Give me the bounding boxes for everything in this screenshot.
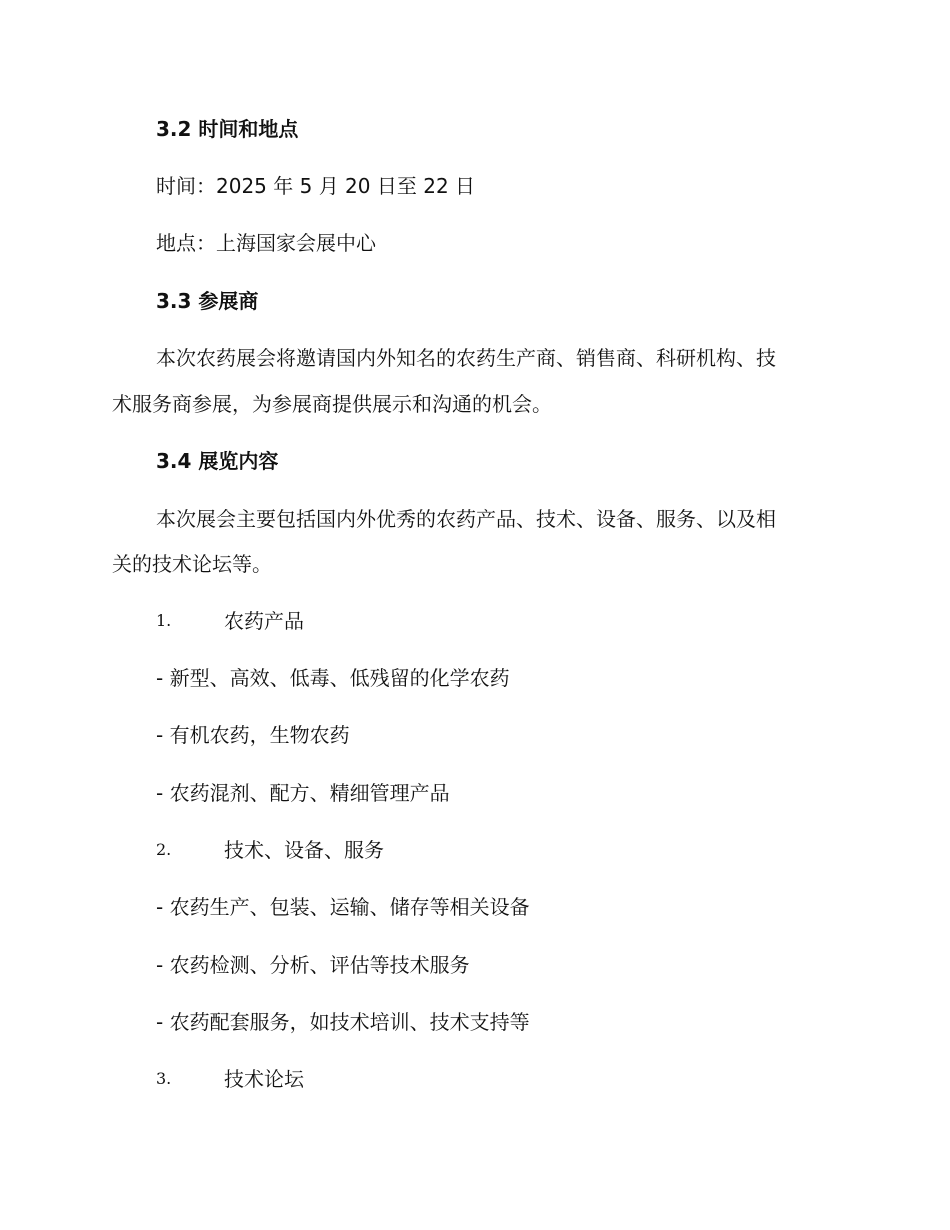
list-bullet: - 农药生产、包装、运输、储存等相关设备 bbox=[156, 895, 530, 919]
list-bullet: - 有机农药，生物农药 bbox=[156, 723, 350, 747]
section-heading-3-4: 3.4 展览内容 bbox=[156, 449, 279, 473]
content-paragraph-line-1: 本次展会主要包括国内外优秀的农药产品、技术、设备、服务、以及相 bbox=[156, 507, 776, 531]
list-item-label: 农药产品 bbox=[224, 609, 304, 633]
list-bullet: - 农药配套服务，如技术培训、技术支持等 bbox=[156, 1010, 530, 1034]
list-number: 1. bbox=[156, 611, 172, 630]
section-heading-3-2: 3.2 时间和地点 bbox=[156, 117, 299, 141]
list-bullet: - 农药混剂、配方、精细管理产品 bbox=[156, 781, 450, 805]
event-place: 地点：上海国家会展中心 bbox=[156, 231, 376, 255]
content-paragraph-line-2: 关的技术论坛等。 bbox=[112, 552, 272, 576]
list-bullet: - 新型、高效、低毒、低残留的化学农药 bbox=[156, 666, 510, 690]
exhibitors-paragraph-line-2: 术服务商参展，为参展商提供展示和沟通的机会。 bbox=[112, 392, 552, 416]
list-item-label: 技术论坛 bbox=[224, 1067, 304, 1091]
list-item-label: 技术、设备、服务 bbox=[224, 838, 384, 862]
list-bullet: - 农药检测、分析、评估等技术服务 bbox=[156, 953, 470, 977]
list-number: 3. bbox=[156, 1069, 172, 1088]
event-time: 时间：2025 年 5 月 20 日至 22 日 bbox=[156, 174, 476, 198]
exhibitors-paragraph-line-1: 本次农药展会将邀请国内外知名的农药生产商、销售商、科研机构、技 bbox=[156, 346, 776, 370]
section-heading-3-3: 3.3 参展商 bbox=[156, 289, 259, 313]
list-number: 2. bbox=[156, 840, 172, 859]
